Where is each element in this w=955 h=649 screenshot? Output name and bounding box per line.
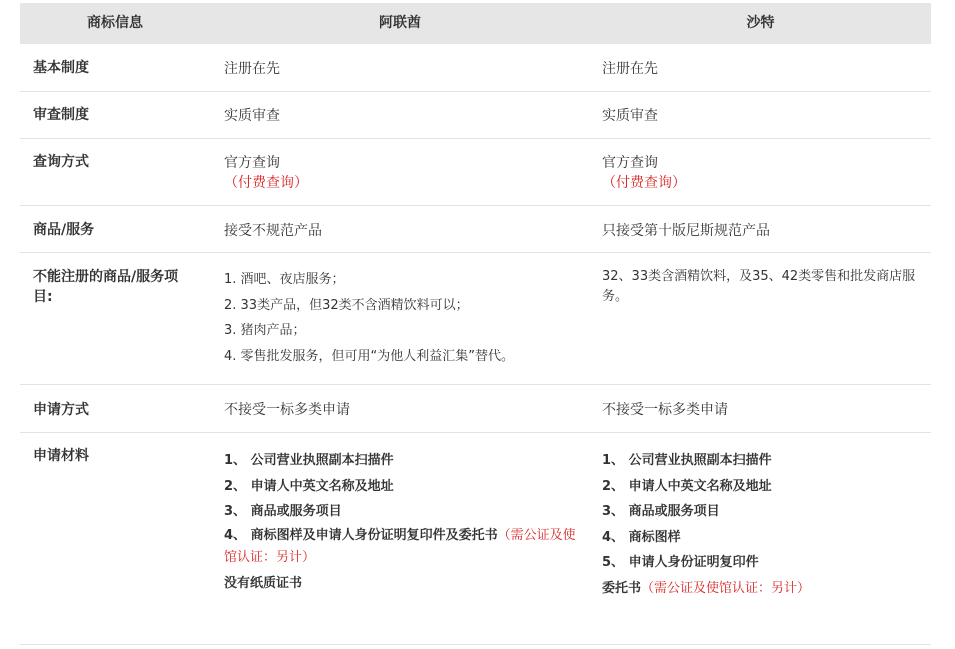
- material-note: （需公证及使: [497, 527, 576, 543]
- power-of-attorney: 委托书: [602, 580, 642, 596]
- row-label: 查询方式: [33, 154, 89, 170]
- table-row-examination: [20, 92, 931, 139]
- list-item: 4、 商标图样: [602, 529, 681, 545]
- row-label: 申请材料: [33, 448, 89, 464]
- saudi-value: [602, 153, 922, 193]
- uae-query-text: 官方查询: [224, 155, 280, 171]
- header-saudi: 沙特: [746, 15, 775, 31]
- list-item: 4. 零售批发服务，但可用“为他人利益汇集”替代。: [224, 348, 515, 364]
- header-trademark-info: 商标信息: [87, 15, 143, 31]
- saudi-banned-line2: 务。: [602, 289, 629, 304]
- list-item: 2、 申请人中英文名称及地址: [224, 478, 394, 494]
- row-label-line1: 不能注册的商品/服务项: [33, 269, 179, 285]
- uae-materials-list: [224, 448, 584, 596]
- list-item: [224, 525, 584, 569]
- uae-value: 实质审查: [224, 108, 280, 124]
- saudi-banned-text: [602, 267, 922, 307]
- list-item: 3、 商品或服务项目: [602, 504, 720, 519]
- saudi-value: 实质审查: [602, 108, 658, 124]
- saudi-query-text: 官方查询: [602, 155, 658, 171]
- row-label: 基本制度: [33, 60, 89, 76]
- row-label: 审查制度: [33, 107, 89, 123]
- table-row-banned-goods: [20, 253, 931, 385]
- list-item: 5、 申请人身份证明复印件: [602, 555, 759, 570]
- uae-query-note: （付费查询）: [224, 175, 308, 191]
- list-item: 2. 33类产品，但32类不含酒精饮料可以；: [224, 297, 469, 313]
- saudi-query-note: （付费查询）: [602, 175, 686, 191]
- row-label-line2: 目:: [33, 289, 53, 305]
- material-note: （需公证及使馆认证：另计）: [641, 580, 811, 596]
- saudi-banned-line1: 32、33类含酒精饮料，及35、42类零售和批发商店服: [602, 269, 916, 284]
- saudi-materials-list: [602, 448, 922, 601]
- uae-value: 注册在先: [224, 61, 280, 77]
- uae-value: 接受不规范产品: [224, 223, 322, 239]
- table-row-basic-system: [20, 44, 931, 92]
- uae-value: 不接受一标多类申请: [224, 402, 350, 418]
- row-label: 申请方式: [33, 402, 89, 418]
- list-item: 1. 酒吧、夜店服务；: [224, 272, 345, 287]
- list-item: 1、 公司营业执照副本扫描件: [224, 453, 394, 468]
- list-item: 1、 公司营业执照副本扫描件: [602, 453, 772, 468]
- header-uae: 阿联酋: [379, 15, 421, 31]
- uae-banned-list: [224, 267, 584, 369]
- list-item: [602, 576, 922, 602]
- table-row-goods-services: [20, 206, 931, 253]
- saudi-value: 只接受第十版尼斯规范产品: [602, 223, 770, 239]
- list-item: 2、 申请人中英文名称及地址: [602, 478, 772, 494]
- list-item: 3、 商品或服务项目: [224, 504, 342, 519]
- list-item: 3. 猪肉产品；: [224, 323, 306, 338]
- table-header: [20, 3, 931, 44]
- table-row-application-materials: [20, 433, 931, 645]
- saudi-value: 不接受一标多类申请: [602, 402, 728, 418]
- table-row-application-method: [20, 385, 931, 433]
- saudi-value: 注册在先: [602, 61, 658, 77]
- row-label: [33, 267, 203, 307]
- material-note-cont: 馆认证：另计）: [224, 549, 316, 565]
- table-row-query-method: [20, 139, 931, 206]
- uae-value: [224, 153, 584, 193]
- row-label: 商品/服务: [33, 222, 95, 238]
- material-text: 4、 商标图样及申请人身份证明复印件及委托书: [224, 527, 498, 543]
- no-paper-certificate: 没有纸质证书: [224, 575, 303, 591]
